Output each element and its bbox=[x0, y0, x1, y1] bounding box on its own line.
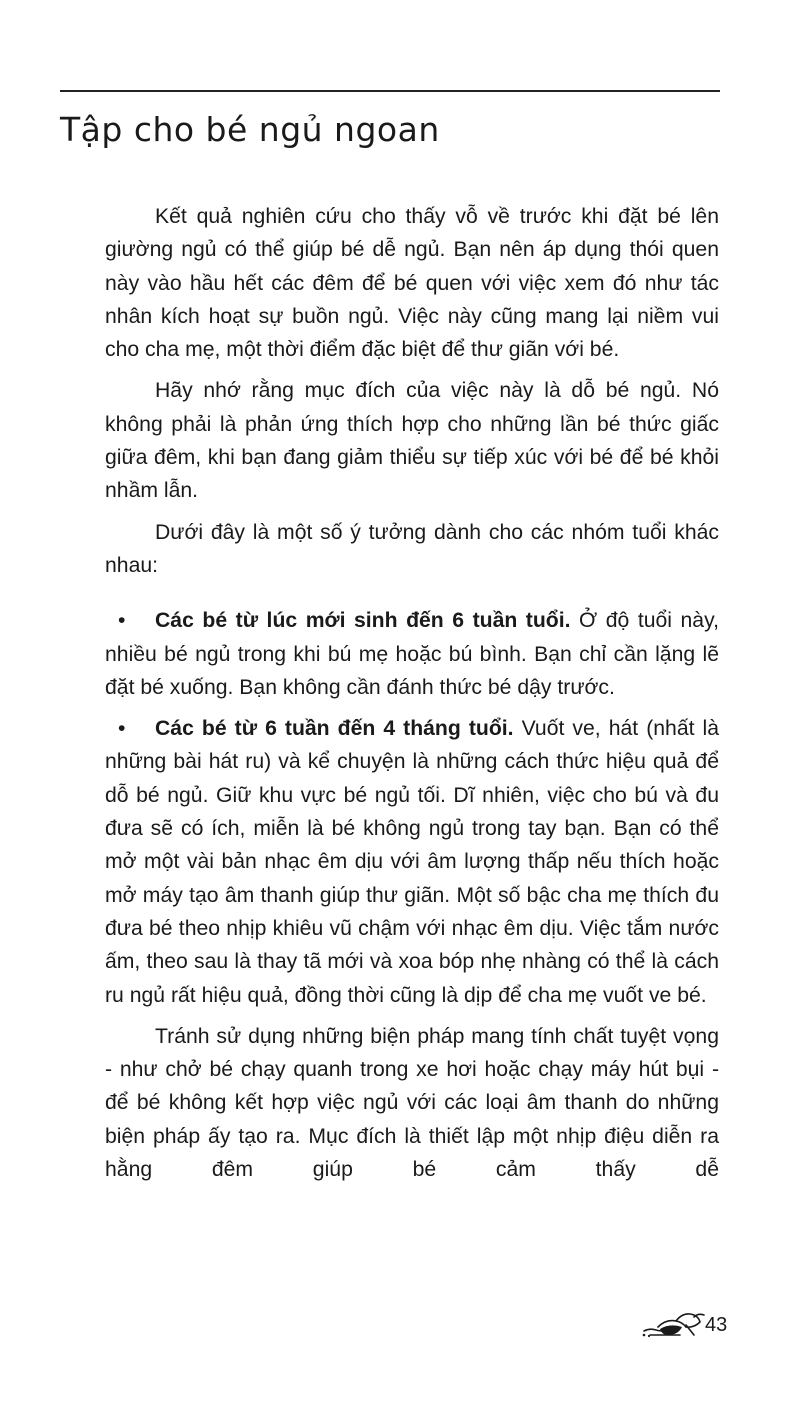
paragraph-3: Dưới đây là một số ý tưởng dành cho các nhóm tuổi khác nhau: bbox=[105, 520, 719, 577]
bullet-icon: • bbox=[118, 717, 126, 741]
paragraph-closing: Tránh sử dụng những biện pháp mang tính chất tuyệt vọng - như chở bé chạy quanh trong xe hơi hoặc chạy máy hút bụi - để bé không kết hợp việc ngủ với các loại âm thanh do những biện pháp ấy tạo ra. Mục đích là thiết lập một nhịp điệu diễn ra hằng đêm giúp bé cảm thấy dễ bbox=[105, 1024, 719, 1182]
paragraph-2: Hãy nhớ rằng mục đích của việc này là dỗ bé ngủ. Nó không phải là phản ứng thích hợp cho những lần bé thức giấc giữa đêm, khi bạn đang giảm thiểu sự tiếp xúc với bé để bé khỏi nhầm lẫn. bbox=[105, 379, 719, 503]
header-rule bbox=[60, 90, 720, 92]
bullet-icon: • bbox=[118, 609, 126, 633]
paragraph-1: Kết quả nghiên cứu cho thấy vỗ về trước khi đặt bé lên giường ngủ có thể giúp bé dễ ngủ. Bạn nên áp dụng thói quen này vào hầu hết các đêm để bé quen với việc xem đó như tác nhân kích hoạt sự buồn ngủ. Việc này cũng mang lại niềm vui cho cha mẹ, một thời điểm đặc biệt để thư giãn với bé. bbox=[105, 205, 719, 362]
list-item-heading: Các bé từ 6 tuần đến 4 tháng tuổi. bbox=[155, 717, 514, 741]
list-item-text: Ở độ tuổi này, nhiều bé ngủ trong khi bú mẹ hoặc bú bình. Bạn chỉ cần lặng lẽ đặt bé xuống. Bạn không cần đánh thức bé dậy trước. bbox=[105, 609, 719, 699]
list-item-heading: Các bé từ lúc mới sinh đến 6 tuần tuổi. bbox=[155, 609, 571, 633]
age-group-list bbox=[105, 604, 719, 1012]
sleeping-baby-icon bbox=[636, 1305, 746, 1345]
body-text bbox=[105, 200, 719, 1194]
page-number: 43 bbox=[705, 1314, 728, 1336]
list-item bbox=[105, 712, 719, 1012]
list-item-text: Vuốt ve, hát (nhất là những bài hát ru) và kể chuyện là những cách thức hiệu quả để dỗ bé ngủ. Giữ khu vực bé ngủ tối. Dĩ nhiên, việc cho bú và đu đưa sẽ có ích, miễn là bé không ngủ trong tay bạn. Bạn có thể mở một vài bản nhạc êm dịu với âm lượng thấp nếu thích hoặc mở máy tạo âm thanh giúp thư giãn. Một số bậc cha mẹ thích đu đưa bé theo nhịp khiêu vũ chậm với nhạc êm dịu. Việc tắm nước ấm, theo sau là thay tã mới và xoa bóp nhẹ nhàng có thể là cách ru ngủ rất hiệu quả, đồng thời cũng là dịp để cha mẹ vuốt ve bé. bbox=[105, 717, 720, 1007]
page-title: Tập cho bé ngủ ngoan bbox=[60, 110, 440, 149]
list-item bbox=[105, 604, 719, 704]
